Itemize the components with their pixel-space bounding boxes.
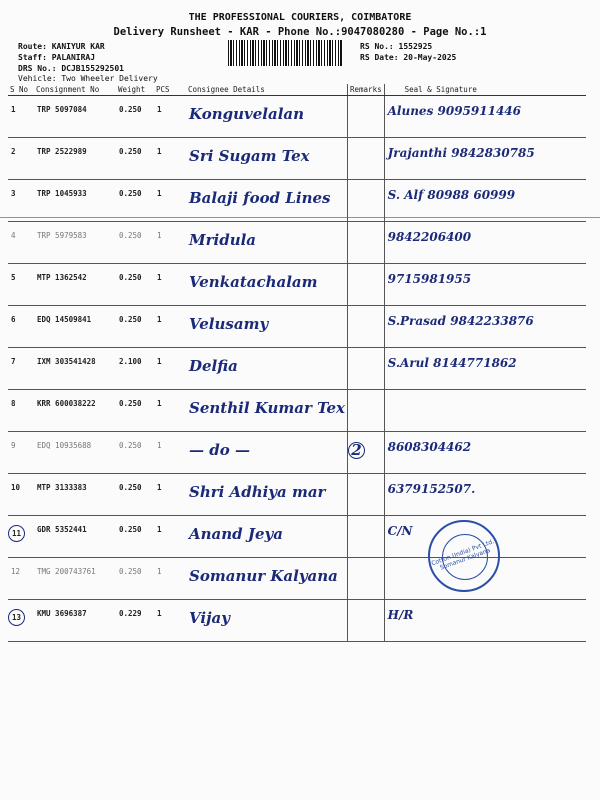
table-row [8, 348, 586, 390]
pcs-cell [154, 516, 186, 558]
consignment-cell-text: KRR 600038222 [37, 399, 96, 408]
consignment-cell-text: TRP 2522989 [37, 147, 87, 156]
weight-cell [116, 222, 154, 264]
consignment-cell [34, 180, 116, 222]
remarks-cell [348, 558, 385, 600]
weight-cell [116, 432, 154, 474]
consignment-cell-text: GDR 5352441 [37, 525, 87, 534]
consignee-cell [186, 600, 348, 642]
signature-cell [384, 264, 586, 306]
col-pcs: PCS [154, 84, 186, 96]
pcs-cell [154, 264, 186, 306]
sno-cell [8, 516, 34, 558]
table-header-row [8, 84, 586, 96]
table-row [8, 138, 586, 180]
weight-cell-text: 0.250 [119, 105, 142, 114]
sno-cell-text: 7 [11, 357, 16, 366]
consignee-cell [186, 138, 348, 180]
sno-cell [8, 432, 34, 474]
signature-cell [384, 222, 586, 264]
sno-cell-text: 5 [11, 273, 16, 282]
signature-cell [384, 474, 586, 516]
consignee-cell-text: Sri Sugam Tex [189, 147, 310, 165]
consignee-cell-text: Velusamy [189, 315, 269, 333]
pcs-cell-text: 1 [157, 315, 162, 324]
signature-cell [384, 390, 586, 432]
weight-cell [116, 474, 154, 516]
pcs-cell [154, 348, 186, 390]
pcs-cell-text: 1 [157, 189, 162, 198]
pcs-cell-text: 1 [157, 567, 162, 576]
pcs-cell-text: 1 [157, 525, 162, 534]
staff-label: Staff: PALANIRAJ [18, 53, 96, 62]
weight-cell [116, 306, 154, 348]
company-seal [428, 520, 500, 592]
sno-cell-text: 10 [11, 483, 21, 492]
signature-cell-text: S.Prasad 9842233876 [387, 314, 534, 328]
sno-cell-text: 8 [11, 399, 16, 408]
consignee-cell-text: Delfia [189, 357, 238, 375]
signature-cell-text: S. Alf 80988 60999 [387, 188, 516, 202]
remarks-cell [348, 348, 385, 390]
signature-cell-text: 8608304462 [387, 440, 472, 454]
table-row [8, 558, 586, 600]
weight-cell [116, 180, 154, 222]
consignment-cell-text: TMG 200743761 [37, 567, 96, 576]
consignee-cell [186, 180, 348, 222]
consignee-cell-text: Somanur Kalyana [189, 567, 338, 585]
route-label: Route: KANIYUR KAR [18, 42, 105, 51]
sno-cell-text: 9 [11, 441, 16, 450]
consignee-cell-text: Anand Jeya [189, 525, 283, 543]
vehicle-label: Vehicle: Two Wheeler Delivery [18, 74, 158, 83]
consignment-cell-text: TRP 1045933 [37, 189, 87, 198]
weight-cell-text: 0.250 [119, 441, 142, 450]
consignee-cell-text: Balaji food Lines [189, 189, 331, 207]
signature-cell-text: Jrajanthi 9842830785 [387, 146, 535, 160]
col-sno: S No [8, 84, 34, 96]
consignment-cell-text: EDQ 14509841 [37, 315, 92, 324]
remarks-cell [348, 222, 385, 264]
table-row [8, 600, 586, 642]
pcs-cell-text: 1 [157, 483, 162, 492]
weight-cell-text: 0.250 [119, 525, 142, 534]
signature-cell-text: H/R [387, 608, 414, 622]
sno-cell [8, 306, 34, 348]
weight-cell-text: 0.250 [119, 147, 142, 156]
weight-cell-text: 0.250 [119, 399, 142, 408]
remarks-cell [348, 306, 385, 348]
pcs-cell [154, 222, 186, 264]
pcs-cell [154, 600, 186, 642]
signature-cell [384, 348, 586, 390]
consignment-cell-text: IXM 303541428 [37, 357, 96, 366]
consignee-cell [186, 348, 348, 390]
col-signature: Seal & Signature [384, 84, 586, 96]
consignment-cell [34, 558, 116, 600]
weight-cell [116, 138, 154, 180]
weight-cell-text: 0.229 [119, 609, 142, 618]
consignment-cell [34, 390, 116, 432]
col-remarks: Remarks [348, 84, 385, 96]
sno-cell-text: 6 [11, 315, 16, 324]
signature-cell-text: 6379152507. [387, 482, 476, 496]
sno-cell-text: 11 [8, 525, 25, 542]
signature-cell-text: S.Arul 8144771862 [387, 356, 517, 370]
col-weight: Weight [116, 84, 154, 96]
consignee-cell [186, 264, 348, 306]
consignment-cell [34, 96, 116, 138]
consignment-cell-text: TRP 5979583 [37, 231, 87, 240]
weight-cell-text: 0.250 [119, 483, 142, 492]
table-row [8, 306, 586, 348]
consignee-cell [186, 96, 348, 138]
remarks-cell [348, 432, 385, 474]
remarks-cell [348, 138, 385, 180]
sno-cell [8, 96, 34, 138]
weight-cell [116, 558, 154, 600]
signature-cell-text: 9842206400 [387, 230, 472, 244]
remarks-cell-text: 2 [348, 442, 365, 459]
consignee-cell-text: Senthil Kumar Tex [189, 399, 345, 417]
weight-cell [116, 390, 154, 432]
weight-cell-text: 0.250 [119, 567, 142, 576]
pcs-cell-text: 1 [157, 609, 162, 618]
sno-cell [8, 474, 34, 516]
weight-cell-text: 0.250 [119, 315, 142, 324]
barcode [228, 40, 343, 66]
consignment-cell-text: MTP 1362542 [37, 273, 87, 282]
pcs-cell [154, 558, 186, 600]
weight-cell [116, 348, 154, 390]
sno-cell [8, 138, 34, 180]
consignee-cell-text: Shri Adhiya mar [189, 483, 326, 501]
company-title: THE PROFESSIONAL COURIERS, COIMBATORE [188, 12, 412, 23]
consignment-cell [34, 474, 116, 516]
weight-cell [116, 600, 154, 642]
signature-cell [384, 96, 586, 138]
consignment-cell [34, 222, 116, 264]
table-row [8, 180, 586, 222]
sno-cell-text: 1 [11, 105, 16, 114]
pcs-cell [154, 474, 186, 516]
sno-cell [8, 390, 34, 432]
signature-cell [384, 138, 586, 180]
scan-line [0, 217, 600, 218]
pcs-cell [154, 180, 186, 222]
signature-cell [384, 306, 586, 348]
sno-cell [8, 600, 34, 642]
sno-cell [8, 222, 34, 264]
consignee-cell [186, 432, 348, 474]
consignee-cell-text: — do — [189, 441, 250, 459]
consignment-cell-text: MTP 3133383 [37, 483, 87, 492]
weight-cell [116, 264, 154, 306]
consignee-cell [186, 558, 348, 600]
sno-cell-text: 2 [11, 147, 16, 156]
pcs-cell [154, 432, 186, 474]
weight-cell-text: 0.250 [119, 231, 142, 240]
weight-cell [116, 516, 154, 558]
consignment-cell [34, 348, 116, 390]
signature-cell-text: 9715981955 [387, 272, 472, 286]
rs-date-label: RS Date: 20-May-2025 [360, 53, 457, 62]
sno-cell [8, 180, 34, 222]
drs-label: DRS No.: DCJB155292501 [18, 64, 124, 73]
weight-cell [116, 96, 154, 138]
pcs-cell-text: 1 [157, 231, 162, 240]
runsheet-subtitle: Delivery Runsheet - KAR - Phone No.:9047080280 - Page No.:1 [113, 26, 487, 38]
signature-cell [384, 600, 586, 642]
consignment-cell [34, 432, 116, 474]
remarks-cell [348, 390, 385, 432]
consignee-cell-text: Mridula [189, 231, 257, 249]
sno-cell-text: 13 [8, 609, 25, 626]
consignee-cell-text: Venkatachalam [189, 273, 318, 291]
consignee-cell [186, 306, 348, 348]
consignment-cell-text: TRP 5097084 [37, 105, 87, 114]
pcs-cell [154, 390, 186, 432]
signature-cell-text: Alunes 9095911446 [387, 104, 521, 118]
table-row [8, 432, 586, 474]
weight-cell-text: 2.100 [119, 357, 142, 366]
signature-cell-text: C/N [387, 524, 413, 538]
sno-cell-text: 3 [11, 189, 16, 198]
pcs-cell-text: 1 [157, 441, 162, 450]
pcs-cell [154, 96, 186, 138]
consignment-cell [34, 306, 116, 348]
sno-cell [8, 264, 34, 306]
sno-cell [8, 558, 34, 600]
weight-cell-text: 0.250 [119, 189, 142, 198]
consignee-cell [186, 222, 348, 264]
pcs-cell-text: 1 [157, 147, 162, 156]
rs-no-label: RS No.: 1552925 [360, 42, 433, 51]
pcs-cell-text: 1 [157, 357, 162, 366]
consignment-cell-text: EDQ 10935688 [37, 441, 92, 450]
table-row [8, 264, 586, 306]
pcs-cell-text: 1 [157, 399, 162, 408]
table-row [8, 222, 586, 264]
consignment-cell [34, 264, 116, 306]
pcs-cell [154, 306, 186, 348]
consignee-cell-text: Konguvelalan [189, 105, 305, 123]
remarks-cell [348, 264, 385, 306]
sno-cell-text: 12 [11, 567, 21, 576]
col-consignee: Consignee Details [186, 84, 348, 96]
table-row [8, 474, 586, 516]
consignment-cell [34, 600, 116, 642]
consignee-cell [186, 516, 348, 558]
pcs-cell [154, 138, 186, 180]
sno-cell-text: 4 [11, 231, 16, 240]
signature-cell [384, 432, 586, 474]
consignee-cell-text: Vijay [189, 609, 230, 627]
remarks-cell [348, 474, 385, 516]
consignee-cell [186, 474, 348, 516]
remarks-cell [348, 516, 385, 558]
remarks-cell [348, 600, 385, 642]
consignment-cell [34, 516, 116, 558]
consignment-cell-text: KMU 3696387 [37, 609, 87, 618]
sno-cell [8, 348, 34, 390]
remarks-cell [348, 180, 385, 222]
signature-cell [384, 180, 586, 222]
col-consignment: Consignment No [34, 84, 116, 96]
weight-cell-text: 0.250 [119, 273, 142, 282]
pcs-cell-text: 1 [157, 105, 162, 114]
table-row [8, 96, 586, 138]
remarks-cell [348, 96, 385, 138]
consignee-cell [186, 390, 348, 432]
consignment-cell [34, 138, 116, 180]
seal-text: Cotton (India) Pvt Ltd. Somanur Kalyana [430, 538, 496, 572]
pcs-cell-text: 1 [157, 273, 162, 282]
table-row [8, 390, 586, 432]
